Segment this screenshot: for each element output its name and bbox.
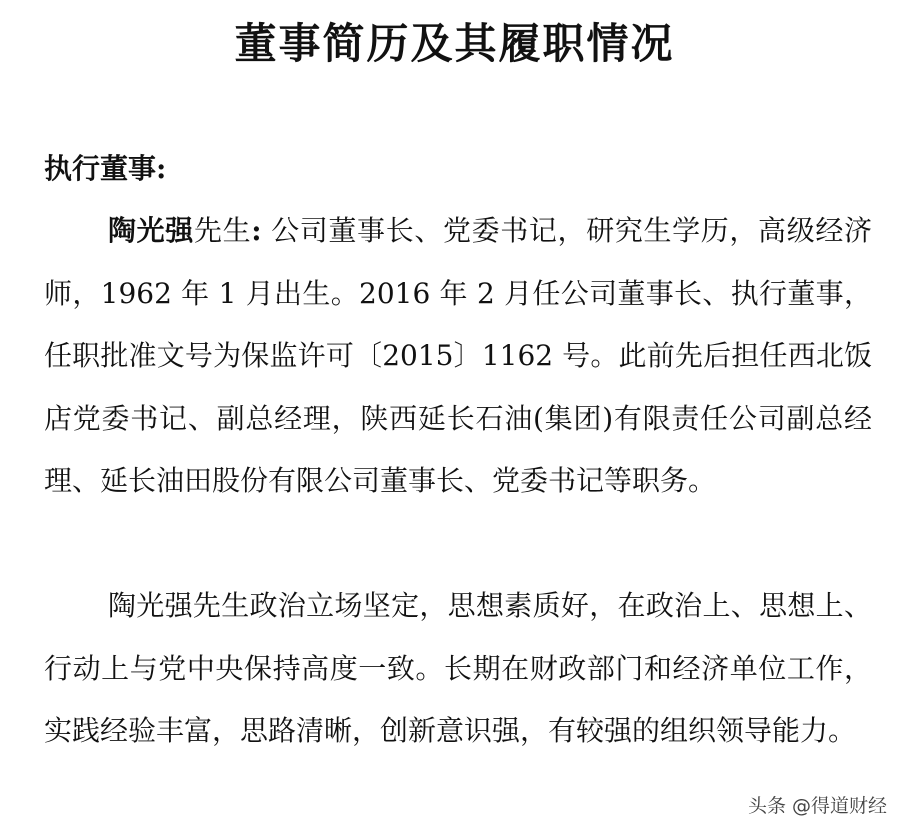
director-evaluation-paragraph: 陶光强先生政治立场坚定，思想素质好，在政治上、思想上、行动上与党中央保持高度一致。长期在财政部门和经济单位工作，实践经验丰富，思路清晰，创新意识强，有较强的组织领导能力。 [44,589,872,747]
director-bio-text: 公司董事长、党委书记，研究生学历，高级经济师，1962 年 1 月出生。2016 年 2 月任公司董事长、执行董事，任职批准文号为保监许可〔2015〕1162 号。此前先后担任西北饭店党委书记、副总经理，陕西延长石油(集团)有限责任公司副总经理、延长油田股份有限公司董事长、党委书记等职务。 [44,214,872,497]
director-bio-paragraph [44,200,872,513]
watermark [748,791,887,818]
watermark-text: 头条 @得道财经 [747,795,887,817]
director-colon: : [251,214,262,247]
section-heading: 执行董事: [44,152,167,185]
director-name: 陶光强 [108,214,194,247]
page-title: 董事简历及其履职情况 [234,19,675,68]
director-honorific: 先生 [193,214,252,247]
